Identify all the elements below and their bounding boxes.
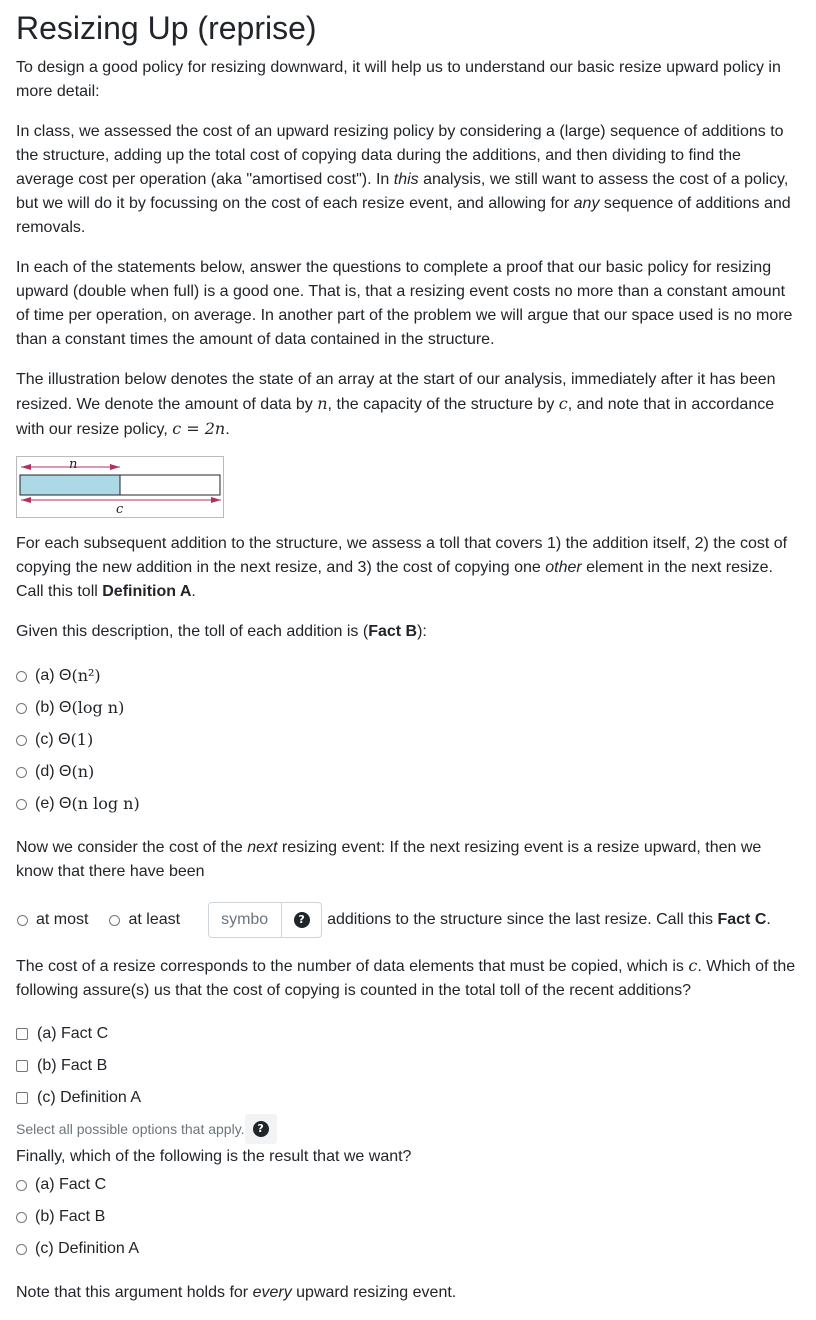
- intro-paragraph: To design a good policy for resizing downward, it will help us to understand our basic resize upward policy in more detail:: [16, 59, 781, 100]
- page-title: Resizing Up (reprise): [16, 10, 317, 46]
- checkbox-assure-a[interactable]: [16, 1028, 28, 1040]
- result-option-c[interactable]: (c) Definition A: [16, 1237, 139, 1261]
- radio-toll-a[interactable]: [16, 671, 27, 682]
- radio-result-c[interactable]: [16, 1244, 27, 1255]
- next-resize-paragraph: Now we consider the cost of the next resizing event: If the next resizing event is a resize upward, then we know that there have been: [16, 839, 762, 880]
- radio-at-most[interactable]: [17, 915, 28, 926]
- hint-help-button[interactable]: [245, 1114, 277, 1144]
- symbolic-input[interactable]: symbo: [208, 902, 282, 938]
- symbolic-answer-group: [208, 902, 322, 938]
- fact-c-text: additions to the structure since the last resize. Call this Fact C.: [327, 911, 771, 928]
- fact-c-row: [16, 902, 771, 938]
- at-most-label[interactable]: at most: [36, 911, 89, 928]
- input-help-button[interactable]: [282, 902, 322, 938]
- array-data: [20, 475, 120, 495]
- n-label: n: [69, 457, 78, 472]
- fact-b-prompt: Given this description, the toll of each addition is (Fact B):: [16, 623, 427, 640]
- c-label: c: [116, 502, 124, 517]
- select-all-hint-row: [16, 1114, 277, 1144]
- at-least-label[interactable]: at least: [128, 911, 181, 928]
- proof-paragraph: In each of the statements below, answer the questions to complete a proof that our basic policy for resizing upward (double when full) is a good one. That is, that a resizing event costs no more than a constant amount of time per operation, on average. In another part of the problem we will argue that our space used is no more than a constant times the amount of data contained in the structure.: [16, 259, 793, 348]
- toll-option-d[interactable]: (d) Θ (n): [16, 760, 94, 784]
- assure-option-c[interactable]: (c) Definition A: [16, 1086, 141, 1110]
- toll-option-e[interactable]: (e) Θ (n log n): [16, 792, 140, 816]
- radio-toll-e[interactable]: [16, 799, 27, 810]
- result-prompt: Finally, which of the following is the result that we want?: [16, 1148, 412, 1165]
- toll-option-a[interactable]: (a) Θ (n²): [16, 664, 101, 688]
- footer-note: Note that this argument holds for every upward resizing event.: [16, 1284, 457, 1301]
- array-diagram: [16, 456, 224, 518]
- question-icon: ?: [294, 912, 310, 928]
- checkbox-assure-c[interactable]: [16, 1092, 28, 1104]
- question-icon: ?: [253, 1121, 269, 1137]
- radio-result-b[interactable]: [16, 1212, 27, 1223]
- illustration-paragraph: The illustration below denotes the state of an array at the start of our analysis, immediately after it has been resized. We denote the amount of data by n, the capacity of the structure by c, and note that in accordance with our resize policy, c = 2n.: [16, 371, 776, 438]
- assure-option-b[interactable]: (b) Fact B: [16, 1054, 107, 1078]
- toll-option-b[interactable]: (b) Θ (log n): [16, 696, 124, 720]
- select-all-hint: Select all possible options that apply.: [16, 1121, 245, 1137]
- copy-cost-paragraph: The cost of a resize corresponds to the number of data elements that must be copied, which is c. Which of the following assure(s) us that the cost of copying is counted in the total toll of the recent additions?: [16, 956, 796, 999]
- radio-toll-d[interactable]: [16, 767, 27, 778]
- radio-at-least[interactable]: [109, 915, 120, 926]
- result-option-a[interactable]: (a) Fact C: [16, 1173, 106, 1197]
- radio-toll-b[interactable]: [16, 703, 27, 714]
- result-option-b[interactable]: (b) Fact B: [16, 1205, 105, 1229]
- radio-result-a[interactable]: [16, 1180, 27, 1191]
- radio-toll-c[interactable]: [16, 735, 27, 746]
- toll-option-c[interactable]: (c) Θ (1): [16, 728, 93, 752]
- checkbox-assure-b[interactable]: [16, 1060, 28, 1072]
- assure-option-a[interactable]: (a) Fact C: [16, 1022, 108, 1046]
- toll-paragraph: For each subsequent addition to the structure, we assess a toll that covers 1) the addition itself, 2) the cost of copying the new addition in the next resize, and 3) the cost of copying one other element in the next resize. Call this toll Definition A.: [16, 535, 788, 600]
- amortised-paragraph: In class, we assessed the cost of an upward resizing policy by considering a (large) sequence of additions to the structure, adding up the total cost of copying data during the additions, and then dividing to find the average cost per operation (aka "amortised cost"). In this analysis, we still want to assess the cost of a policy, but we will do it by focussing on the cost of each resize event, and allowing for any sequence of additions and removals.: [16, 123, 791, 236]
